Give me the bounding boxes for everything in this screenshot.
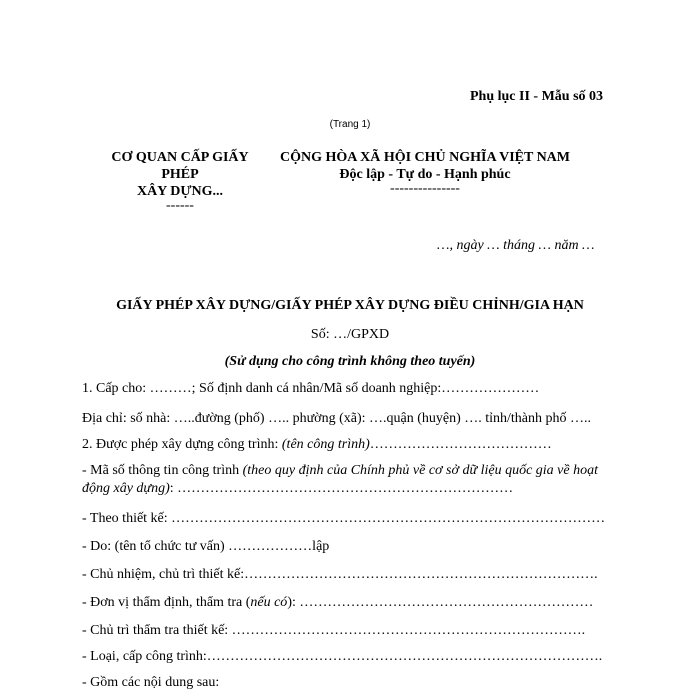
nation-name: CỘNG HÒA XÃ HỘI CHỦ NGHĨA VIỆT NAM xyxy=(279,150,570,165)
agency-line-3: XÂY DỰNG... xyxy=(136,184,224,199)
agency-rule: ------ xyxy=(166,198,194,213)
appraisal-italic: nếu có xyxy=(250,595,288,610)
motto: Độc lập - Tự do - Hạnh phúc xyxy=(339,167,511,182)
agency-line-1: CƠ QUAN CẤP GIẤY xyxy=(111,150,249,165)
field-issued-to: 1. Cấp cho: ………; Số định danh cá nhân/Mã số doanh nghiệp:………………… xyxy=(82,381,540,396)
field-review-lead: - Chủ trì thẩm tra thiết kế: …………………………………………………………………. xyxy=(82,623,586,638)
info-code-suffix: : ……………………………………………………………… xyxy=(169,481,514,496)
appraisal-prefix: - Đơn vị thẩm định, thẩm tra ( xyxy=(82,595,251,610)
permitted-italic: (tên công trình) xyxy=(281,437,370,452)
document-number: Số: …/GPXD xyxy=(310,327,390,342)
agency-line-2: PHÉP xyxy=(161,167,199,182)
field-by: - Do: (tên tổ chức tư vấn) ………………lập xyxy=(82,539,330,554)
permitted-prefix: 2. Được phép xây dựng công trình: xyxy=(82,437,282,452)
permitted-suffix: ………………………………… xyxy=(369,437,552,452)
info-code-prefix: - Mã số thông tin công trình xyxy=(82,463,243,478)
issuing-agency xyxy=(95,149,265,212)
info-code-italic: (theo quy định của Chính phủ về cơ sở dữ liệu quốc gia về hoạt động xây dựng) xyxy=(82,463,599,496)
field-type-grade: - Loại, cấp công trình:…………………………………………………………………………. xyxy=(82,649,603,664)
field-design-lead: - Chủ nhiệm, chủ trì thiết kế:…………………………………………………………………. xyxy=(82,567,598,582)
appraisal-suffix: ): ……………………………………………………… xyxy=(287,595,594,610)
national-heading xyxy=(270,149,580,195)
field-contents: - Gồm các nội dung sau: xyxy=(82,675,220,690)
dateline: …, ngày … tháng … năm … xyxy=(437,238,595,253)
document-note: (Sử dụng cho công trình không theo tuyến) xyxy=(224,354,476,369)
field-permitted xyxy=(82,436,552,454)
page-label: (Trang 1) xyxy=(329,119,371,130)
document-title: GIẤY PHÉP XÂY DỰNG/GIẤY PHÉP XÂY DỰNG ĐIỀU CHỈNH/GIA HẠN xyxy=(116,298,584,313)
motto-rule: --------------- xyxy=(390,181,460,196)
field-design: - Theo thiết kế: ………………………………………………………………………………… xyxy=(82,511,606,526)
field-info-code xyxy=(82,462,602,498)
field-appraisal xyxy=(82,594,593,612)
appendix-label: Phụ lục II - Mẫu số 03 xyxy=(470,89,604,104)
field-address: Địa chỉ: số nhà: …..đường (phố) ….. phường (xã): ….quận (huyện) …. tỉnh/thành phố ….. xyxy=(82,411,592,426)
